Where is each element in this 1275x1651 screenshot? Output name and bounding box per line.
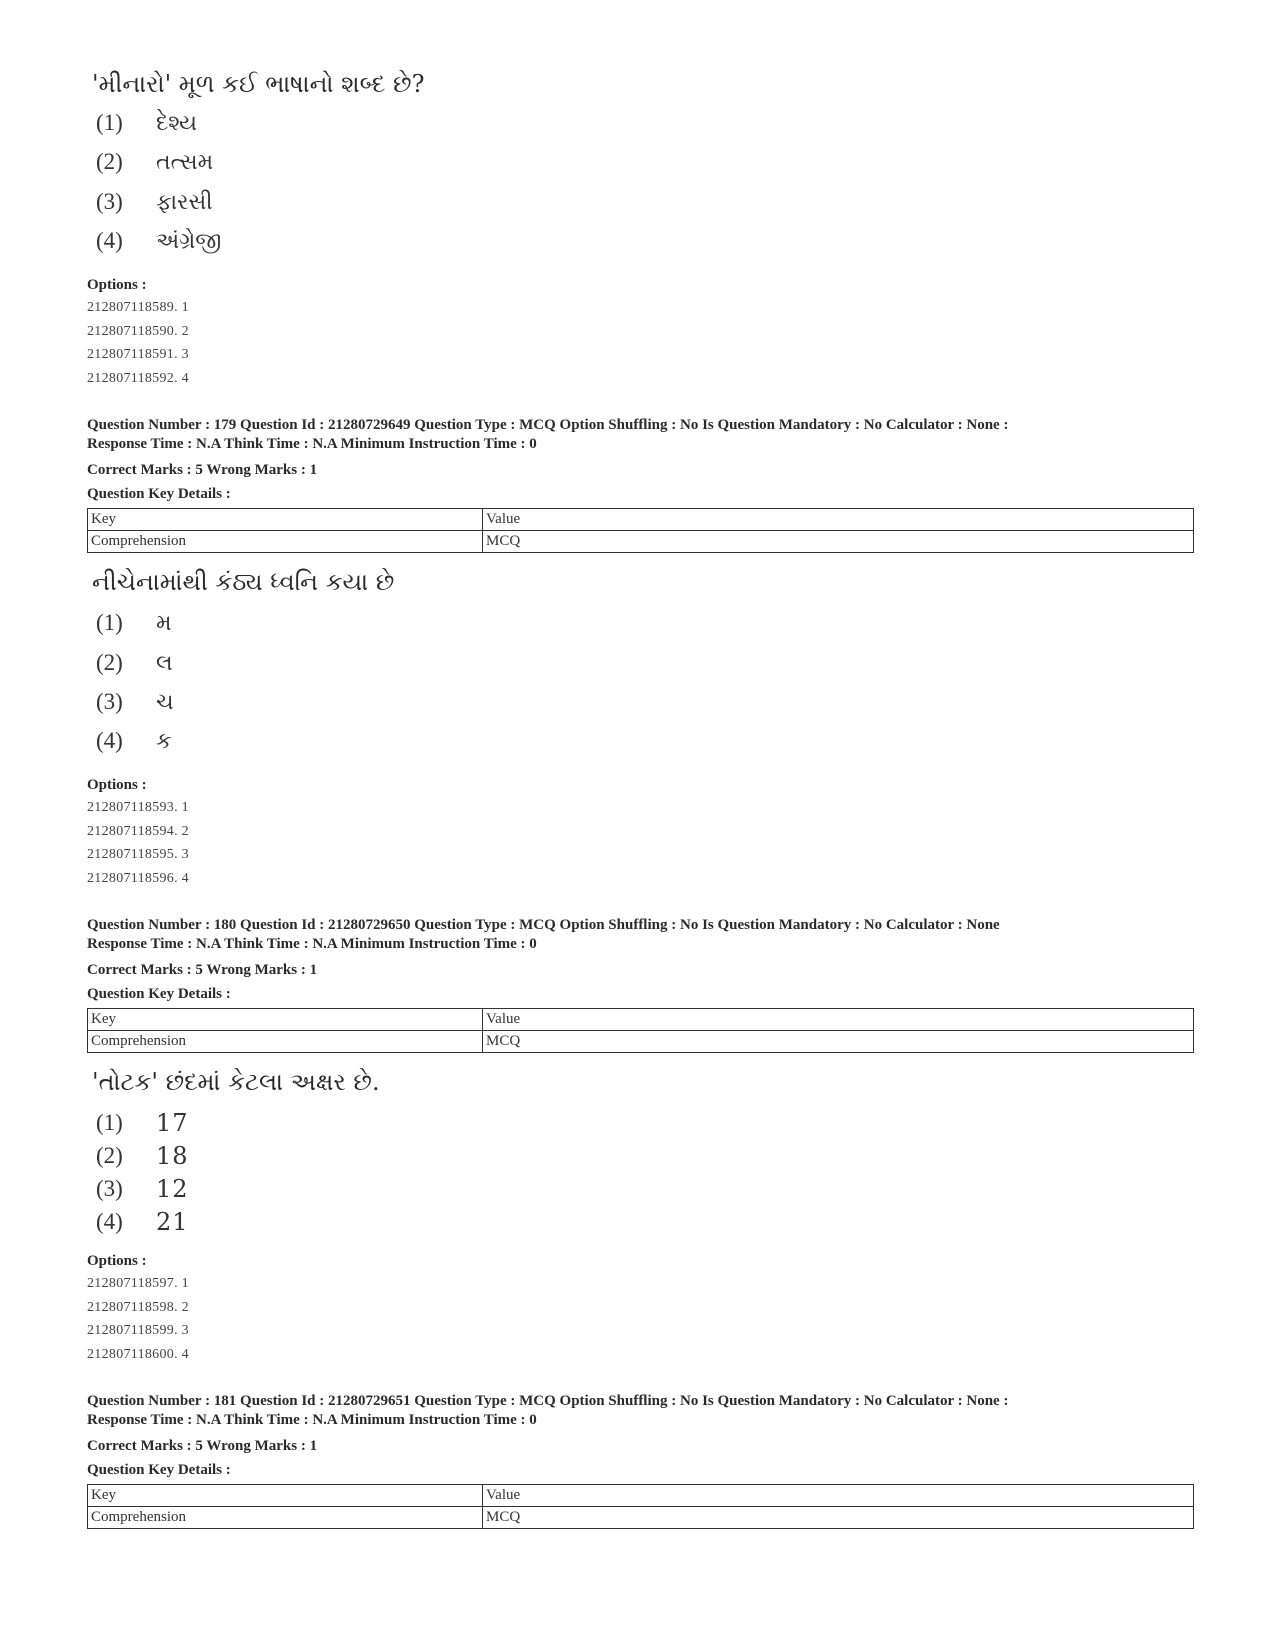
table-cell-value: MCQ xyxy=(483,1507,1194,1529)
meta-line: Response Time : N.A Think Time : N.A Minimum Instruction Time : 0 xyxy=(87,1412,537,1428)
option-id: 212807118597. 1 xyxy=(87,1276,189,1291)
choice-row xyxy=(96,724,172,758)
table-header-key: Key xyxy=(88,1485,483,1507)
option-id: 212807118589. 1 xyxy=(87,300,189,315)
choice-row xyxy=(96,1205,189,1239)
meta-line: Response Time : N.A Think Time : N.A Minimum Instruction Time : 0 xyxy=(87,436,537,452)
option-id: 212807118595. 3 xyxy=(87,847,189,862)
choice-text: તત્સમ xyxy=(156,149,214,175)
choice-text: મ xyxy=(156,610,172,636)
choice-row xyxy=(96,106,197,140)
question-text: નીચેનામાંથી કંઠ્ય ધ્વનિ કયા છે xyxy=(92,568,395,596)
meta-line: Question Number : 180 Question Id : 21280729650 Question Type : MCQ Option Shuffling : No Is Question Mandatory : No Calculator : None xyxy=(87,917,1000,933)
table-header-value: Value xyxy=(483,1485,1194,1507)
choice-number: (1) xyxy=(96,610,123,635)
choice-text: લ xyxy=(156,650,173,676)
choice-text: ક xyxy=(156,728,172,754)
choice-text: 17 xyxy=(156,1109,189,1137)
table-cell-key: Comprehension xyxy=(88,1507,483,1529)
choice-text: 12 xyxy=(156,1175,189,1203)
key-details-label: Question Key Details : xyxy=(87,486,231,502)
choice-row xyxy=(96,145,213,179)
question-meta xyxy=(87,1392,1197,1482)
options-label: Options : xyxy=(87,277,147,293)
marks-line: Correct Marks : 5 Wrong Marks : 1 xyxy=(87,962,318,978)
table-cell-value: MCQ xyxy=(483,531,1194,553)
meta-line: Response Time : N.A Think Time : N.A Minimum Instruction Time : 0 xyxy=(87,936,537,952)
option-id: 212807118598. 2 xyxy=(87,1299,189,1315)
option-id: 212807118599. 3 xyxy=(87,1323,189,1338)
choice-number: (1) xyxy=(96,110,123,135)
choice-number: (2) xyxy=(96,1143,123,1168)
option-id: 212807118596. 4 xyxy=(87,870,189,886)
choice-number: (2) xyxy=(96,650,123,675)
table-cell-key: Comprehension xyxy=(88,531,483,553)
options-block xyxy=(87,1250,189,1366)
options-block xyxy=(87,274,189,390)
key-details-table xyxy=(87,508,1194,553)
marks-line: Correct Marks : 5 Wrong Marks : 1 xyxy=(87,1438,318,1454)
question-text: 'મીનારો' મૂળ કઈ ભાષાનો શબ્દ છે? xyxy=(92,70,425,98)
key-details-table xyxy=(87,1008,1194,1053)
choice-row xyxy=(96,1106,189,1140)
choice-number: (2) xyxy=(96,149,123,174)
table-header-value: Value xyxy=(483,1009,1194,1031)
option-id: 212807118593. 1 xyxy=(87,800,189,815)
choice-text: અંગ્રેજી xyxy=(156,228,222,254)
choice-row xyxy=(96,606,172,640)
choice-number: (4) xyxy=(96,1209,123,1234)
table-cell-key: Comprehension xyxy=(88,1031,483,1053)
table-header-value: Value xyxy=(483,509,1194,531)
meta-line: Question Number : 179 Question Id : 21280729649 Question Type : MCQ Option Shuffling : No Is Question Mandatory : No Calculator : None : xyxy=(87,417,1009,433)
option-id: 212807118600. 4 xyxy=(87,1346,189,1362)
choice-row xyxy=(96,185,213,219)
choice-text: ફારસી xyxy=(156,189,213,215)
options-block xyxy=(87,774,189,890)
table-header-key: Key xyxy=(88,1009,483,1031)
option-id: 212807118591. 3 xyxy=(87,347,189,362)
option-id: 212807118594. 2 xyxy=(87,823,189,839)
option-id: 212807118590. 2 xyxy=(87,323,189,339)
key-details-label: Question Key Details : xyxy=(87,1462,231,1478)
choice-text: 21 xyxy=(156,1208,189,1236)
option-id: 212807118592. 4 xyxy=(87,370,189,386)
meta-line: Question Number : 181 Question Id : 21280729651 Question Type : MCQ Option Shuffling : No Is Question Mandatory : No Calculator : None : xyxy=(87,1393,1009,1409)
choice-row xyxy=(96,1172,189,1206)
key-details-label: Question Key Details : xyxy=(87,986,231,1002)
choice-text: ચ xyxy=(156,689,174,715)
marks-line: Correct Marks : 5 Wrong Marks : 1 xyxy=(87,462,318,478)
choice-number: (1) xyxy=(96,1110,123,1135)
key-details-table xyxy=(87,1484,1194,1529)
question-meta xyxy=(87,916,1197,1006)
choice-number: (4) xyxy=(96,228,123,253)
question-text: 'તોટક' છંદમાં કેટલા અક્ષર છે. xyxy=(92,1068,380,1096)
choice-text: 18 xyxy=(156,1142,189,1170)
options-label: Options : xyxy=(87,777,147,793)
choice-number: (4) xyxy=(96,728,123,753)
choice-row xyxy=(96,685,174,719)
table-header-key: Key xyxy=(88,509,483,531)
options-label: Options : xyxy=(87,1253,147,1269)
table-cell-value: MCQ xyxy=(483,1031,1194,1053)
choice-number: (3) xyxy=(96,189,123,214)
choice-text: દેશ્ય xyxy=(156,110,198,136)
choice-row xyxy=(96,1139,189,1173)
question-meta xyxy=(87,416,1197,506)
choice-number: (3) xyxy=(96,1176,123,1201)
choice-row xyxy=(96,224,221,258)
choice-number: (3) xyxy=(96,689,123,714)
choice-row xyxy=(96,646,173,680)
